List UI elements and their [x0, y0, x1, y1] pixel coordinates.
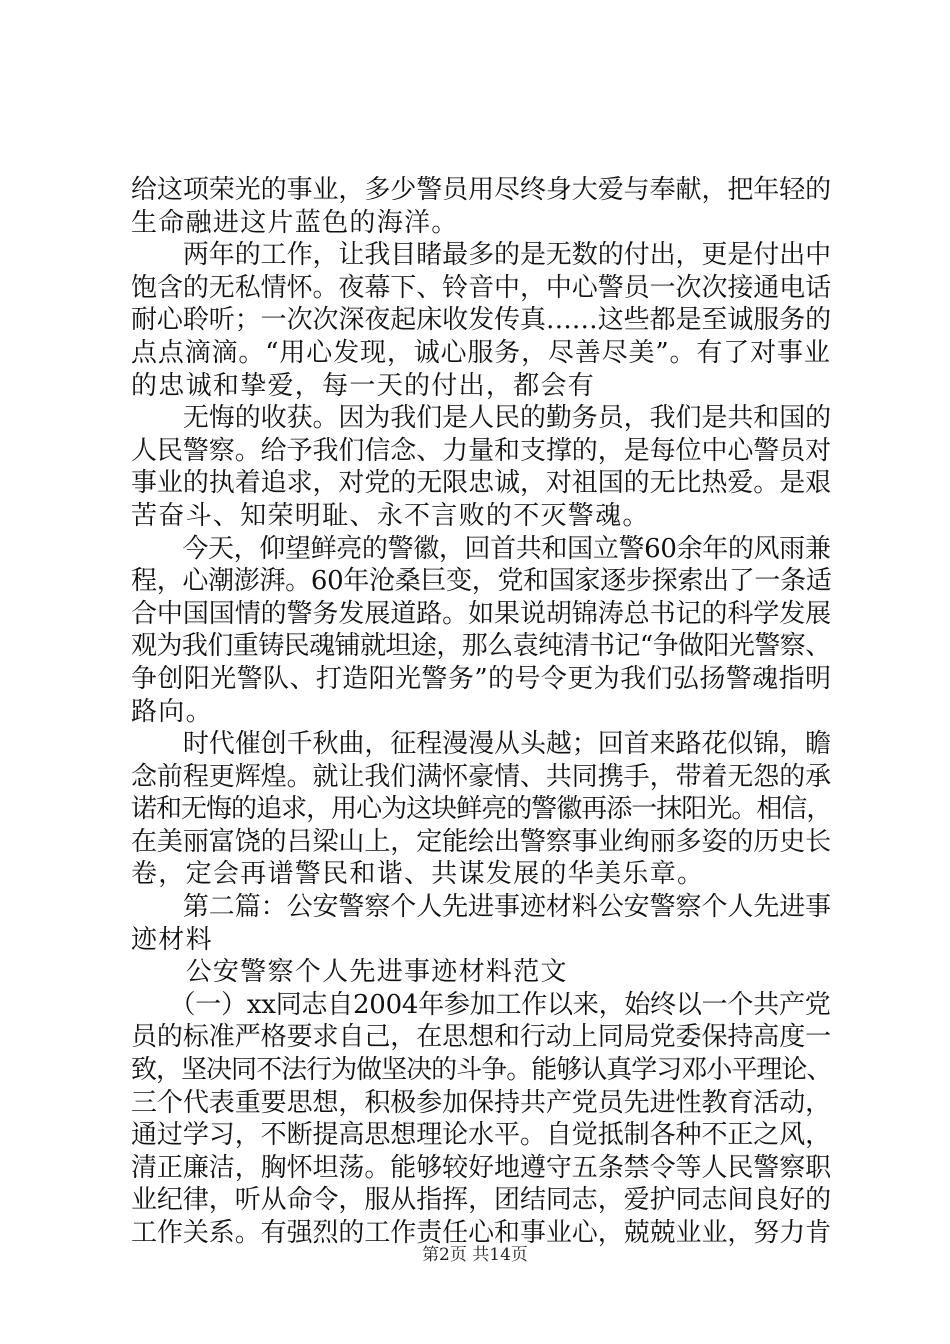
paragraph: [131, 174, 831, 239]
text-line: 合中国国情的警务发展道路。如果说胡锦涛总书记的科学发展: [131, 598, 832, 629]
text-line: 两年的工作，让我目睹最多的是无数的付出，更是付出中: [131, 240, 832, 271]
text-line: 的忠诚和挚爱，每一天的付出，都会有: [131, 370, 596, 401]
text-line: 无悔的收获。因为我们是人民的勤务员，我们是共和国的: [131, 403, 832, 434]
text-line: 第二篇：公安警察个人先进事迹材料公安警察个人先进事: [131, 892, 832, 923]
text-line: 程，心潮澎湃。60年沧桑巨变，党和国家逐步探索出了一条适: [131, 566, 832, 597]
paragraph: [131, 239, 831, 402]
text-line: 清正廉洁，胸怀坦荡。能够较好地遵守五条禁令等人民警察职: [131, 1152, 832, 1183]
text-line: 时代催创千秋曲，征程漫漫从头越；回首来路花似锦，瞻: [131, 729, 832, 760]
text-line: 诺和无悔的追求，用心为这块鲜亮的警徽再添一抹阳光。相信，: [131, 794, 832, 825]
text-line: 耐心聆听；一次次深夜起床收发传真……这些都是至诚服务的: [131, 305, 832, 336]
text-line: 工作关系。有强烈的工作责任心和事业心，兢兢业业，努力肯: [131, 1218, 832, 1248]
paragraph: [131, 533, 831, 729]
text-line: 争创阳光警队、打造阳光警务”的号令更为我们弘扬警魂指明: [131, 663, 832, 694]
document-body: [131, 174, 831, 1250]
paragraph: [131, 728, 831, 891]
section-heading: [131, 891, 831, 956]
paragraph: [131, 989, 831, 1250]
text-line: 给这项荣光的事业，多少警员用尽终身大爱与奉献，把年轻的: [131, 175, 832, 205]
text-line: 人民警察。给予我们信念、力量和支撑的，是每位中心警员对: [131, 435, 832, 466]
paragraph: [131, 402, 831, 532]
text-line: 卷，定会再谱警民和谐、共谋发展的华美乐章。: [131, 859, 705, 890]
subheading: [131, 956, 831, 989]
text-line: 通过学习，不断提高思想理论水平。自觉抵制各种不正之风，: [131, 1120, 832, 1151]
text-line: 员的标准严格要求自己，在思想和行动上同局党委保持高度一: [131, 1022, 832, 1053]
text-line: 致，坚决同不法行为做坚决的斗争。能够认真学习邓小平理论、: [131, 1055, 832, 1086]
text-line: 苦奋斗、知荣明耻、永不言败的不灭警魂。: [131, 500, 650, 531]
text-line: 点点滴滴。“用心发现，诚心服务，尽善尽美”。有了对事业: [131, 337, 831, 368]
text-line: 路向。: [131, 696, 213, 727]
text-line: 在美丽富饶的吕梁山上，定能绘出警察事业绚丽多姿的历史长: [131, 826, 832, 857]
text-line: 饱含的无私情怀。夜幕下、铃音中，中心警员一次次接通电话: [131, 272, 832, 303]
text-line: 观为我们重铸民魂铺就坦途，那么袁纯清书记“争做阳光警察、: [131, 631, 831, 662]
page-number-footer: 第2页 共14页: [422, 1245, 528, 1265]
text-line: 事业的执着追求，对党的无限忠诚，对祖国的无比热爱。是艰: [131, 468, 832, 499]
text-line: 公安警察个人先进事迹材料范文: [131, 957, 568, 988]
text-line: 念前程更辉煌。就让我们满怀豪情、共同携手，带着无怨的承: [131, 761, 832, 792]
text-line: 业纪律，听从命令，服从指挥，团结同志，爱护同志间良好的: [131, 1185, 832, 1216]
text-line: 今天，仰望鲜亮的警徽，回首共和国立警60余年的风雨兼: [131, 533, 831, 564]
text-line: （一）xx同志自2004年参加工作以来，始终以一个共产党: [131, 989, 831, 1020]
text-line: 迹材料: [131, 924, 213, 955]
text-line: 生命融进这片蓝色的海洋。: [131, 207, 459, 238]
text-line: 三个代表重要思想，积极参加保持共产党员先进性教育活动，: [131, 1087, 832, 1118]
